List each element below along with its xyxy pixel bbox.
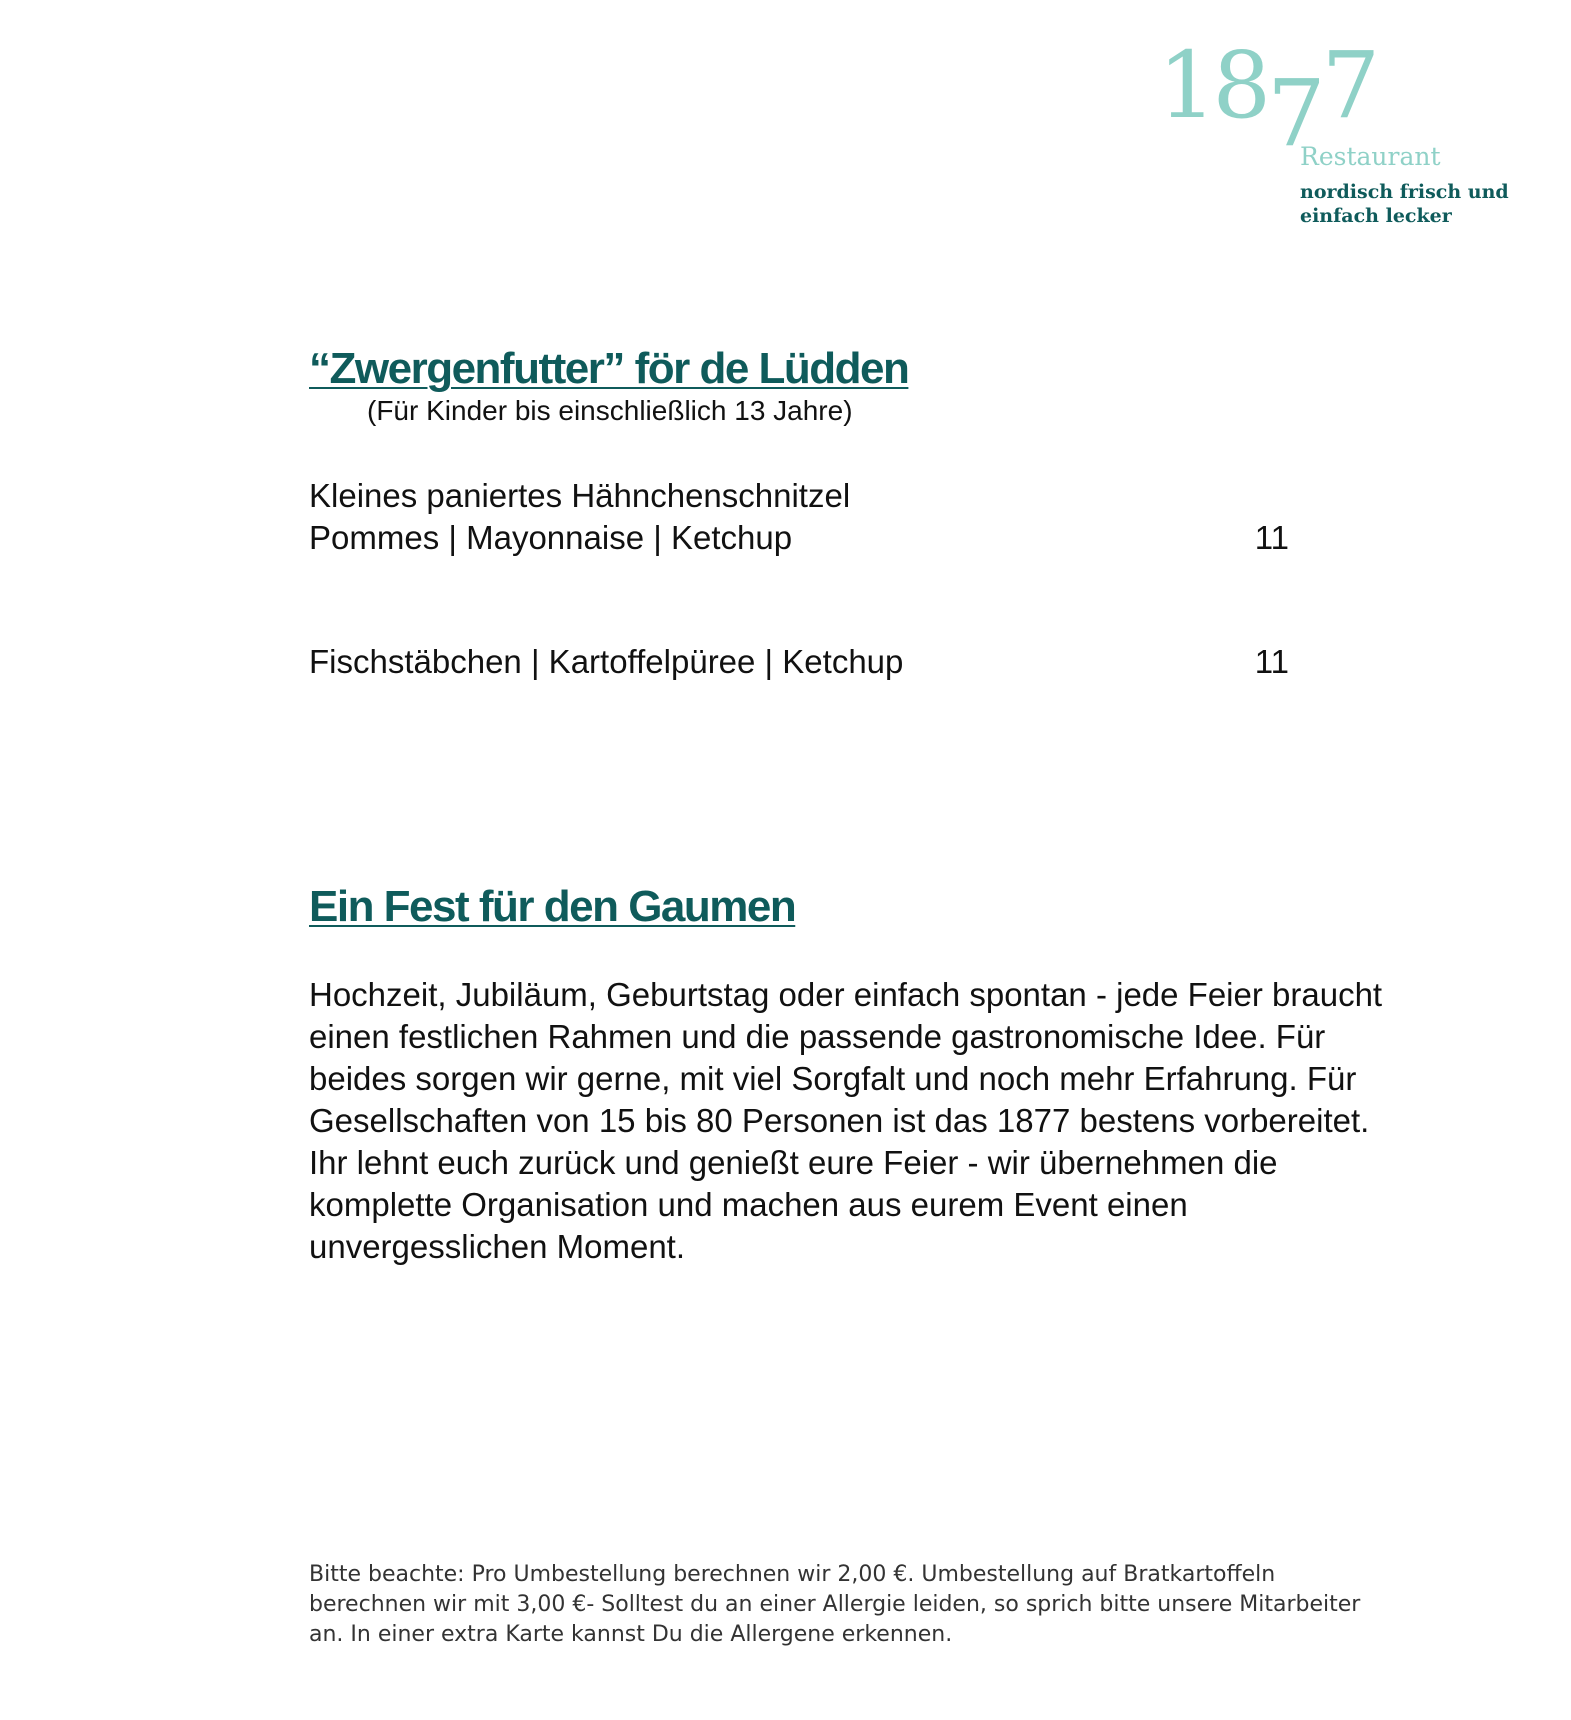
menu-item-name: Kleines paniertes Hähnchenschnitzel bbox=[309, 477, 851, 515]
menu-item-price: 11 bbox=[1254, 519, 1289, 557]
menu-item-name: Fischstäbchen | Kartoffelpüree | Ketchup bbox=[309, 643, 904, 681]
menu-item bbox=[309, 641, 1289, 683]
logo-number: 1877 bbox=[1158, 32, 1377, 167]
restaurant-logo bbox=[1158, 32, 1509, 240]
menu-content bbox=[309, 345, 1409, 1268]
kids-section-subtitle: (Für Kinder bis einschließlich 13 Jahre) bbox=[367, 395, 853, 427]
menu-item bbox=[309, 475, 1289, 559]
event-section-text: Hochzeit, Jubiläum, Geburtstag oder einfach spontan - jede Feier braucht einen festlichen Rahmen und die passende gastronomische Idee. Für beides sorgen wir gerne, mit viel Sorgfalt und noch mehr Erfahrung. Für Gesellschaften von 15 bis 80 Personen ist das 1877 bestens vorbereitet. Ihr lehnt euch zurück und genießt eure Feier - wir übernehmen die komplette Organisation und machen aus eurem Event einen unvergesslichen Moment. bbox=[309, 975, 1383, 1265]
menu-item-price: 11 bbox=[1254, 643, 1289, 681]
menu-item-sides: Pommes | Mayonnaise | Ketchup bbox=[309, 519, 793, 557]
footnote: Bitte beachte: Pro Umbestellung berechnen wir 2,00 €. Umbestellung auf Bratkartoffeln berechnen wir mit 3,00 €- Solltest du an einer Allergie leiden, so sprich bitte unsere Mitarbeiter an. In einer extra Karte kannst Du die Allergene erkennen. bbox=[309, 1562, 1361, 1647]
logo-tagline: nordisch frisch und einfach lecker bbox=[1300, 181, 1509, 227]
event-section-title: Ein Fest für den Gaumen bbox=[309, 882, 796, 932]
logo-subtitle: Restaurant bbox=[1300, 142, 1441, 171]
kids-section-title: “Zwergenfutter” för de Lüdden bbox=[309, 344, 909, 393]
